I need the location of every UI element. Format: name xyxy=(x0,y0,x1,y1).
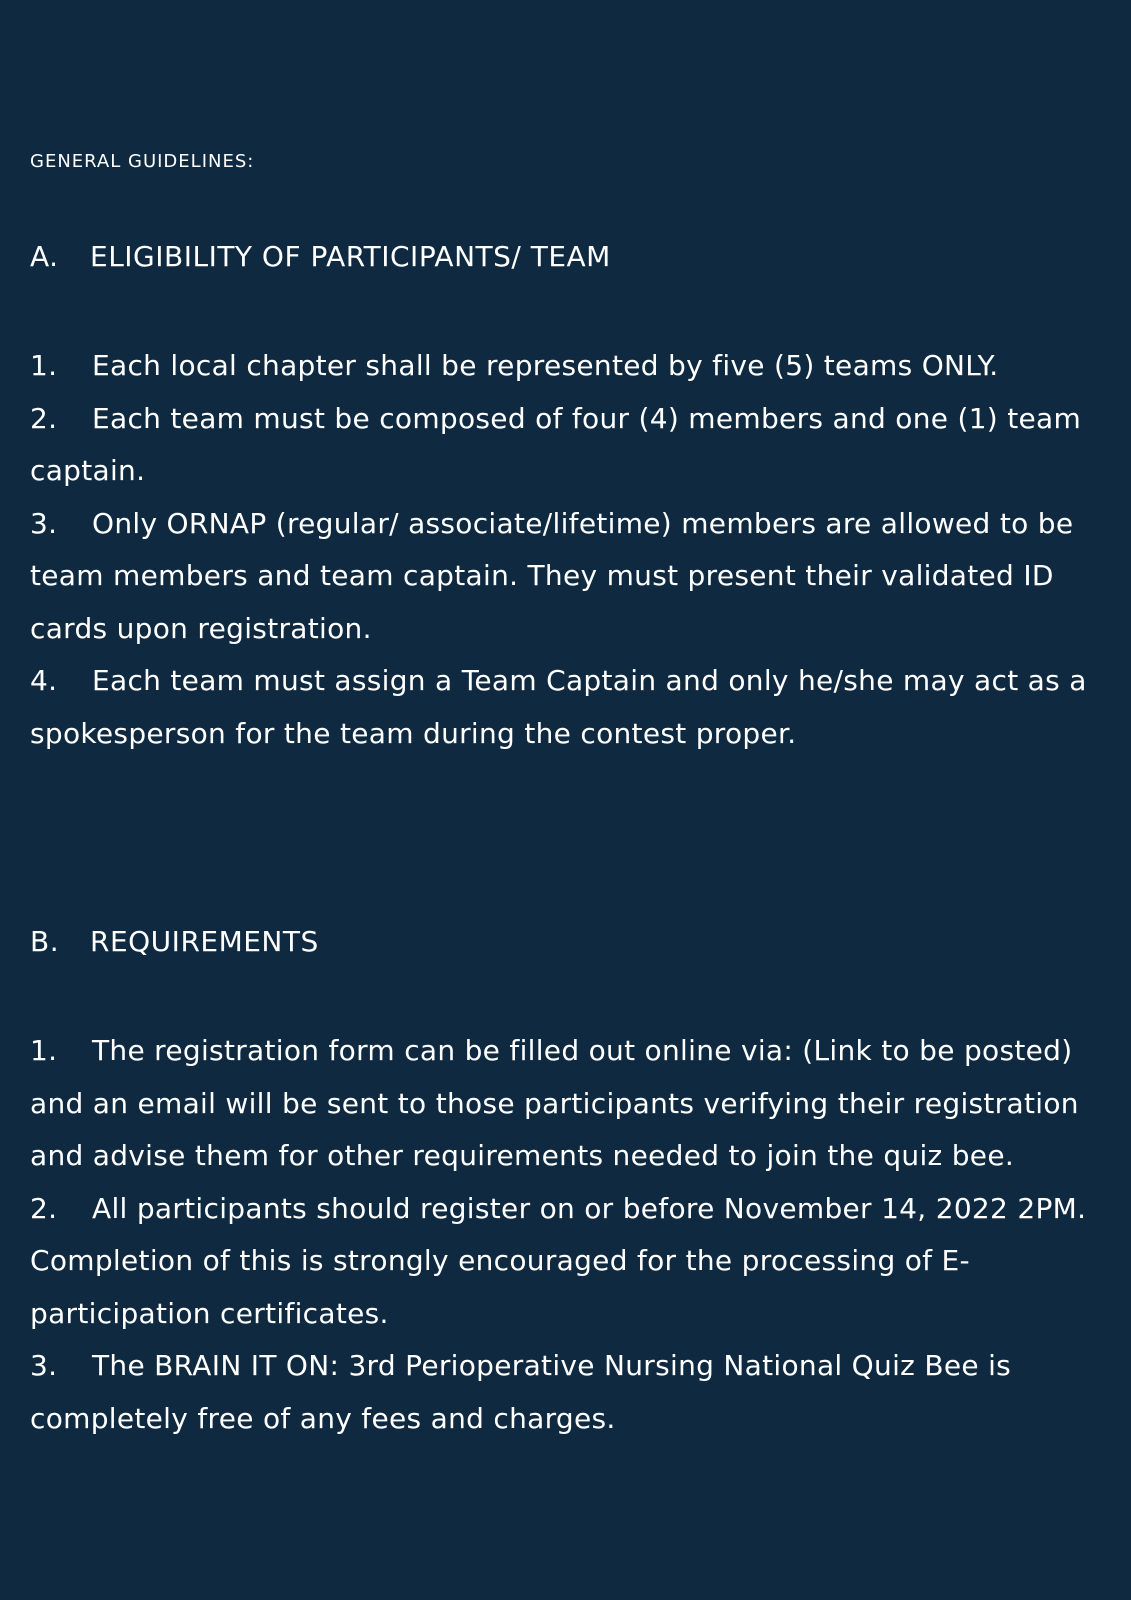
item-text: Each team must assign a Team Captain and only he/she may act as a spokesperson for the team during the contest proper. xyxy=(30,664,1087,750)
list-item xyxy=(30,1025,1110,1183)
section-a-letter: A. xyxy=(30,240,59,273)
item-text: All participants should register on or before November 14, 2022 2PM. Completion of this is strongly encouraged for the processing of E-participation certificates. xyxy=(30,1191,1087,1330)
item-number: 2. xyxy=(30,1191,58,1225)
item-number: 4. xyxy=(30,664,58,697)
list-item xyxy=(30,1183,1110,1341)
item-number: 1. xyxy=(30,349,58,382)
list-item xyxy=(30,655,1110,760)
list-item xyxy=(30,1340,1110,1445)
document-title: GENERAL GUIDELINES: xyxy=(30,151,255,172)
item-number: 3. xyxy=(30,1349,58,1382)
list-item xyxy=(30,498,1110,656)
item-text: Each team must be composed of four (4) members and one (1) team captain. xyxy=(30,401,1082,487)
section-b-heading xyxy=(30,925,319,958)
section-a-list xyxy=(30,340,1110,760)
item-text: The registration form can be filled out online via: (Link to be posted) and an email will be sent to those participants verifying their registration and advise them for other requirements needed to join the quiz bee. xyxy=(30,1034,1079,1172)
item-text: The BRAIN IT ON: 3rd Perioperative Nursing National Quiz Bee is completely free of any fees and charges. xyxy=(30,1349,1012,1435)
section-b-title: REQUIREMENTS xyxy=(90,925,319,958)
item-text: Each local chapter shall be represented by five (5) teams ONLY. xyxy=(92,349,999,382)
item-number: 3. xyxy=(30,506,58,540)
section-a-title: ELIGIBILITY OF PARTICIPANTS/ TEAM xyxy=(90,240,611,273)
list-item xyxy=(30,393,1110,498)
item-number: 1. xyxy=(30,1034,58,1067)
section-a-heading xyxy=(30,240,611,273)
list-item xyxy=(30,340,1110,393)
section-b-letter: B. xyxy=(30,925,60,958)
item-text: Only ORNAP (regular/ associate/lifetime) members are allowed to be team members and team captain. They must present their validated ID cards upon registration. xyxy=(30,506,1074,645)
section-b-list xyxy=(30,1025,1110,1445)
item-number: 2. xyxy=(30,401,58,435)
